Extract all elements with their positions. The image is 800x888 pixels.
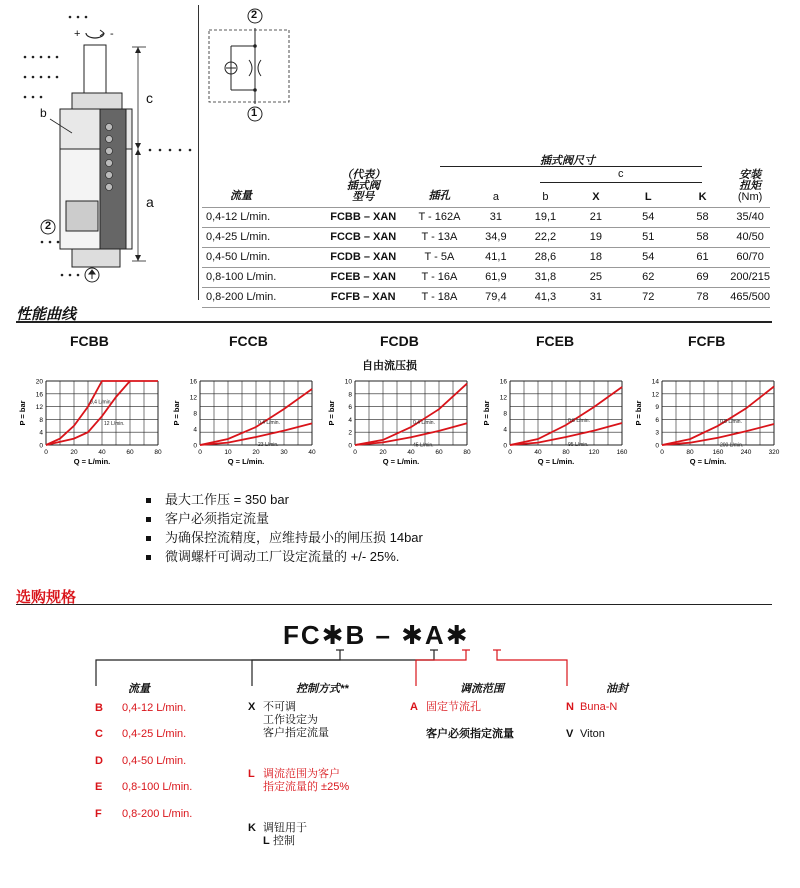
- series-label: 95 L/min.: [568, 442, 589, 448]
- dim-a-label: a: [146, 194, 154, 210]
- flow-option-e: 0,8-100 L/min.: [122, 781, 193, 793]
- ordering-rule: [16, 604, 772, 605]
- chart-fccb: [170, 373, 320, 473]
- cell-a: 41,1: [485, 251, 507, 263]
- bullet-adjust: [146, 546, 399, 565]
- chart-svg: [325, 373, 475, 473]
- y-axis-label: P = bar: [18, 400, 27, 426]
- bullet-square-icon: [146, 498, 151, 503]
- seal-option-v: Viton: [580, 728, 605, 740]
- col-torque-line3: (Nm): [737, 191, 763, 204]
- drawing-separator: [198, 5, 199, 300]
- cell-x: 31: [589, 291, 602, 303]
- x-tick-label: 240: [740, 449, 752, 456]
- cell-k: 58: [696, 231, 709, 243]
- bullet-text: 为确保控流精度，应维持最小的闸压损 14bar: [165, 530, 423, 545]
- chart-fcdb: [325, 373, 475, 473]
- cell-b: 41,3: [534, 291, 557, 303]
- control-k-ref-code: L: [263, 835, 270, 847]
- bullet-square-icon: [146, 555, 151, 560]
- cell-b: 22,2: [534, 231, 557, 243]
- y-tick-label: 12: [35, 404, 43, 412]
- y-tick-label: 20: [35, 378, 43, 386]
- cell-l: 62: [642, 271, 655, 283]
- y-tick-label: 4: [39, 429, 43, 437]
- y-tick-label: 16: [189, 378, 197, 386]
- flow-option-b: 0,4-12 L/min.: [122, 702, 187, 714]
- range-heading: 调流范围: [460, 683, 504, 695]
- cell-flow: 0,8-200 L/min.: [206, 291, 277, 303]
- cell-l: 54: [642, 211, 655, 223]
- performance-subtitle: 自由流压损: [362, 360, 417, 372]
- seal-heading: 油封: [606, 683, 628, 695]
- y-axis-label: P = bar: [172, 400, 181, 426]
- y-tick-label: 3: [655, 429, 659, 437]
- bullet-square-icon: [146, 517, 151, 522]
- bullet-pressure-drop: [146, 527, 423, 546]
- x-tick-label: 0: [198, 449, 202, 456]
- y-tick-label: 6: [655, 416, 659, 424]
- valve-drawing: [20, 5, 200, 290]
- y-tick-label: 12: [499, 394, 507, 402]
- chart-title-fcdb: FCDB: [380, 333, 419, 349]
- order-code: FC✱B – ✱A✱: [283, 620, 470, 650]
- y-tick-label: 8: [348, 391, 352, 399]
- x-axis-label: Q = L/min.: [382, 457, 420, 466]
- symbol-port-1: 1: [251, 107, 258, 119]
- col-torque: [730, 167, 770, 207]
- col-k: K: [698, 190, 707, 203]
- bullet-square-icon: [146, 536, 151, 541]
- control-code-l: L: [248, 768, 255, 780]
- flow-option-d: 0,4-50 L/min.: [122, 755, 187, 767]
- control-k-line1: 调钮用于: [263, 822, 307, 834]
- bullet-specify-flow: [146, 508, 269, 527]
- cell-l: 51: [642, 231, 655, 243]
- chart-svg: [16, 373, 166, 473]
- label-b: b: [40, 106, 47, 120]
- x-tick-label: 0: [353, 449, 357, 456]
- y-axis-label: P = bar: [634, 400, 643, 426]
- col-torque-line2: 扭矩: [739, 180, 762, 193]
- x-tick-label: 10: [224, 449, 232, 456]
- y-tick-label: 16: [499, 378, 507, 386]
- y-tick-label: 0: [39, 442, 43, 450]
- y-axis-label: P = bar: [327, 400, 336, 426]
- control-x-line1: 不可调: [263, 701, 296, 713]
- y-tick-label: 4: [348, 416, 352, 424]
- bullet-text: 最大工作压 = 350 bar: [165, 492, 289, 507]
- series-label: 0,4 L/min.: [413, 420, 435, 427]
- table-row: [202, 227, 770, 247]
- chart-title-fcbb: FCBB: [70, 333, 109, 349]
- x-tick-label: 80: [686, 449, 694, 456]
- x-tick-label: 20: [379, 449, 387, 456]
- range-option-a: 固定节流孔: [426, 701, 481, 713]
- control-l-line1: 调流范围为客户: [263, 768, 340, 780]
- cell-cavity: T - 16A: [421, 271, 458, 283]
- table-row: [202, 207, 770, 227]
- x-tick-label: 40: [407, 449, 415, 456]
- col-l: L: [644, 190, 652, 203]
- col-flow: 流量: [230, 189, 252, 202]
- chart-fcfb: [632, 373, 782, 473]
- cell-model: FCFB – XAN: [330, 291, 396, 303]
- series-label: 23 L/min.: [258, 442, 279, 448]
- dim-c-header: c: [618, 168, 624, 180]
- chart-title-fceb: FCEB: [536, 333, 575, 349]
- y-tick-label: 0: [655, 442, 659, 450]
- x-tick-label: 30: [280, 449, 288, 456]
- flow-code-e: E: [95, 781, 103, 793]
- y-tick-label: 8: [39, 416, 43, 424]
- series-label: 0,8 L/min.: [720, 418, 742, 425]
- x-axis-label: Q = L/min.: [537, 457, 575, 466]
- x-axis-label: Q = L/min.: [227, 457, 265, 466]
- cell-model: FCCB – XAN: [330, 231, 397, 243]
- series-label: 12 L/min.: [104, 421, 125, 428]
- flow-option-c: 0,4-25 L/min.: [122, 728, 187, 740]
- control-code-k: K: [248, 822, 256, 834]
- performance-title: 性能曲线: [16, 306, 77, 323]
- cell-l: 54: [642, 251, 655, 263]
- adjust-minus-sign: -: [110, 28, 114, 40]
- x-tick-label: 20: [252, 449, 260, 456]
- cell-b: 19,1: [534, 211, 557, 223]
- cell-x: 21: [589, 211, 602, 223]
- x-tick-label: 0: [44, 449, 48, 456]
- y-tick-label: 14: [651, 378, 659, 386]
- x-tick-label: 40: [308, 449, 316, 456]
- col-torque-line1: 安装: [739, 169, 762, 182]
- table-row: [202, 287, 770, 307]
- control-k-line2: 控制: [273, 835, 295, 847]
- bullet-max-pressure: [146, 489, 289, 508]
- cell-torque: 200/215: [730, 271, 770, 283]
- dims-group-header: 插式阀尺寸: [540, 155, 595, 167]
- col-code-line2: 插式阀: [346, 180, 380, 193]
- control-option-k: [263, 822, 307, 835]
- control-x-line2: 工作设定为: [263, 714, 318, 726]
- x-tick-label: 60: [435, 449, 443, 456]
- y-tick-label: 16: [35, 391, 43, 399]
- y-tick-label: 0: [503, 442, 507, 450]
- range-note: 客户必须指定流量: [426, 728, 514, 740]
- col-code: [319, 167, 408, 207]
- x-axis-label: Q = L/min.: [689, 457, 727, 466]
- chart-title-fccb: FCCB: [229, 333, 268, 349]
- bullet-text: 微调螺杆可调动工厂设定流量的 +/- 25%.: [165, 549, 400, 564]
- chart-fceb: [480, 373, 630, 473]
- col-code-line1: （代表）: [341, 169, 386, 182]
- cell-k: 58: [696, 211, 709, 223]
- series-label: 0,4 L/min.: [258, 420, 280, 426]
- x-tick-label: 0: [660, 449, 664, 456]
- cell-flow: 0,4-12 L/min.: [206, 211, 271, 223]
- cell-x: 18: [589, 251, 602, 263]
- y-tick-label: 10: [344, 378, 352, 386]
- y-tick-label: 12: [189, 394, 197, 402]
- y-axis-label: P = bar: [482, 400, 491, 426]
- control-x-line3: 客户指定流量: [263, 727, 329, 739]
- x-tick-label: 60: [126, 449, 134, 456]
- y-tick-label: 8: [503, 410, 507, 418]
- flow-code-c: C: [95, 728, 103, 740]
- flow-heading: 流量: [128, 683, 150, 695]
- table-row: [202, 247, 770, 267]
- series-label: 0,8 L/min.: [568, 418, 590, 424]
- col-x: X: [592, 190, 600, 203]
- x-tick-label: 0: [508, 449, 512, 456]
- cell-b: 31,8: [534, 271, 557, 283]
- seal-code-v: V: [566, 728, 574, 740]
- chart-svg: [632, 373, 782, 473]
- cell-model: FCBB – XAN: [330, 211, 397, 223]
- seal-code-n: N: [566, 701, 574, 713]
- x-tick-label: 40: [534, 449, 542, 456]
- performance-rule: [16, 321, 772, 323]
- flow-code-b: B: [95, 702, 103, 714]
- range-code-a: A: [410, 701, 418, 713]
- cell-l: 72: [642, 291, 655, 303]
- cell-flow: 0,8-100 L/min.: [206, 271, 277, 283]
- x-tick-label: 20: [70, 449, 78, 456]
- chart-title-fcfb: FCFB: [688, 333, 726, 349]
- x-tick-label: 40: [98, 449, 106, 456]
- x-tick-label: 80: [154, 449, 162, 456]
- cell-a: 79,4: [485, 291, 507, 303]
- y-tick-label: 8: [193, 410, 197, 418]
- x-tick-label: 80: [562, 449, 570, 456]
- y-tick-label: 9: [655, 404, 659, 412]
- col-a: a: [492, 190, 499, 203]
- col-cavity: 插孔: [428, 189, 451, 202]
- cell-a: 34,9: [485, 231, 507, 243]
- cell-k: 69: [696, 271, 709, 283]
- chart-svg: [480, 373, 630, 473]
- cell-cavity: T - 18A: [421, 291, 458, 303]
- table-row: [202, 267, 770, 287]
- x-tick-label: 160: [616, 449, 628, 456]
- control-heading: 控制方式**: [296, 683, 349, 695]
- control-option-x: [263, 701, 329, 740]
- cell-model: FCEB – XAN: [330, 271, 396, 283]
- chart-fcbb: [16, 373, 166, 473]
- x-tick-label: 320: [768, 449, 780, 456]
- cell-a: 31: [489, 211, 503, 223]
- col-code-line3: 型号: [352, 191, 375, 204]
- flow-code-f: F: [95, 808, 102, 820]
- control-l-line2: 指定流量的 ±25%: [263, 781, 350, 793]
- y-tick-label: 0: [193, 442, 197, 450]
- y-tick-label: 0: [348, 442, 352, 450]
- cell-torque: 40/50: [736, 231, 764, 243]
- y-tick-label: 4: [193, 426, 197, 434]
- control-code-x: X: [248, 701, 256, 713]
- cell-b: 28,6: [534, 251, 557, 263]
- cell-x: 25: [589, 271, 602, 283]
- ordering-title: 选购规格: [16, 589, 77, 606]
- cell-x: 19: [589, 231, 602, 243]
- cell-k: 61: [696, 251, 709, 263]
- dim-c-label: c: [146, 90, 153, 106]
- flow-code-d: D: [95, 755, 103, 767]
- y-tick-label: 12: [651, 391, 659, 399]
- y-tick-label: 2: [348, 429, 352, 437]
- x-tick-label: 80: [463, 449, 471, 456]
- cell-cavity: T - 5A: [424, 251, 455, 263]
- cell-k: 78: [696, 291, 709, 303]
- cell-cavity: T - 162A: [418, 211, 461, 223]
- series-label: 0,4 L/min.: [90, 399, 112, 406]
- cell-torque: 35/40: [736, 211, 764, 223]
- series-label: 200 L/min.: [720, 442, 744, 449]
- y-tick-label: 6: [348, 404, 352, 412]
- cell-a: 61,9: [485, 271, 507, 283]
- x-tick-label: 120: [588, 449, 600, 456]
- x-tick-label: 160: [712, 449, 724, 456]
- col-b: b: [542, 190, 549, 203]
- y-tick-label: 4: [503, 426, 507, 434]
- drawing-port-2: 2: [45, 220, 52, 232]
- cell-flow: 0,4-50 L/min.: [206, 251, 271, 263]
- adjust-plus-sign: +: [74, 28, 81, 40]
- seal-option-n: Buna-N: [580, 701, 618, 713]
- bullet-text: 客户必须指定流量: [165, 511, 270, 526]
- x-axis-label: Q = L/min.: [73, 457, 111, 466]
- cell-cavity: T - 13A: [421, 231, 458, 243]
- series-label: 45 L/min.: [413, 442, 434, 449]
- cell-torque: 60/70: [736, 251, 764, 263]
- cell-model: FCDB – XAN: [330, 251, 397, 263]
- spec-table: [202, 167, 770, 308]
- chart-svg: [170, 373, 320, 473]
- control-option-l: [263, 768, 349, 794]
- cell-torque: 465/500: [730, 291, 770, 303]
- flow-option-f: 0,8-200 L/min.: [122, 808, 193, 820]
- symbol-port-2: 2: [251, 9, 258, 21]
- cell-flow: 0,4-25 L/min.: [206, 231, 271, 243]
